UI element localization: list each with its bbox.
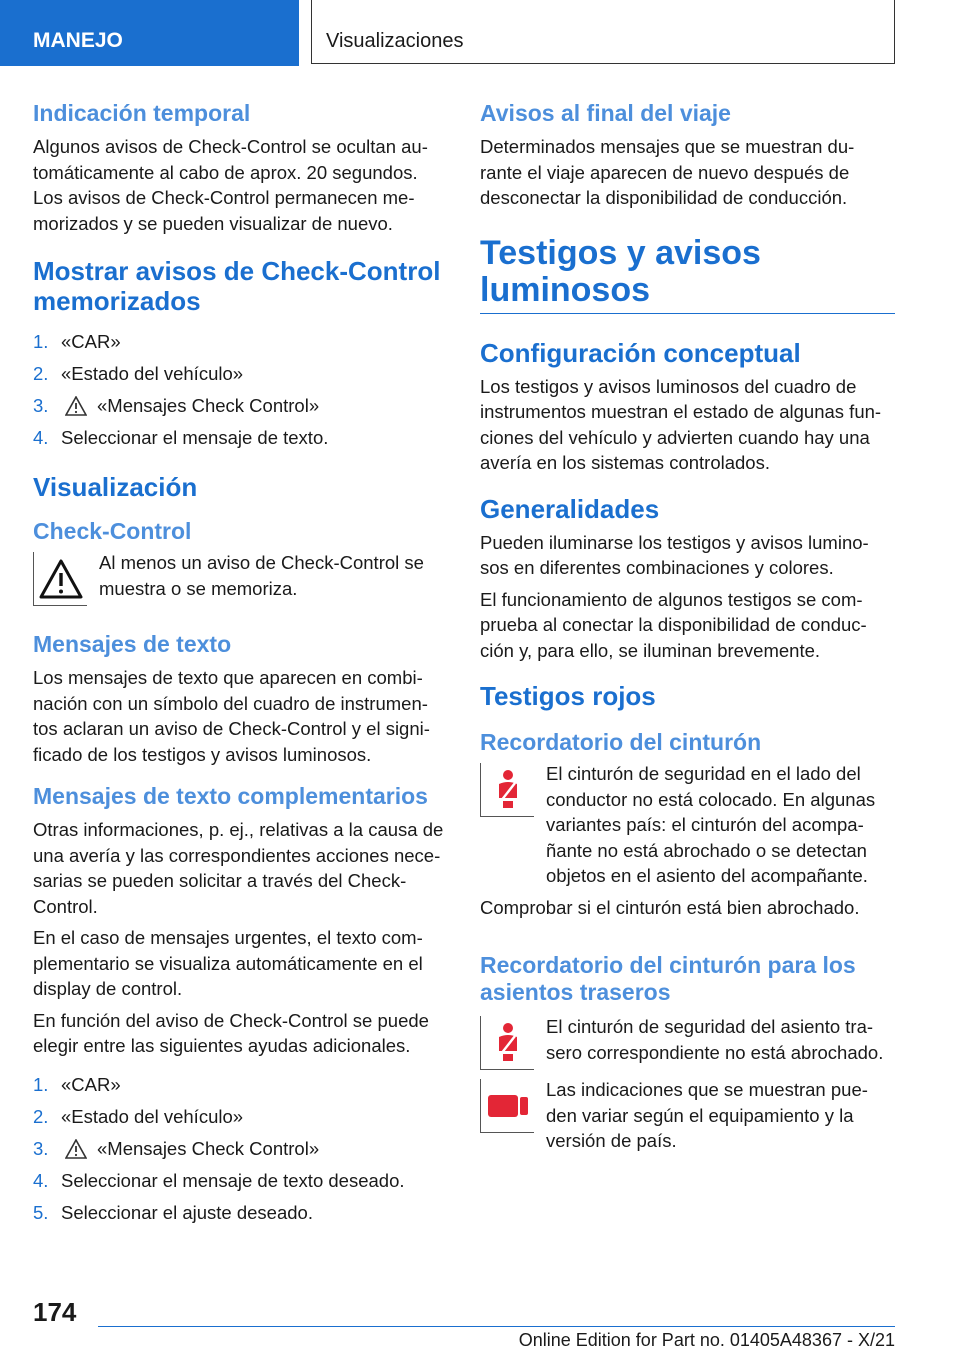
paragraph-traseros: El cinturón de seguridad del asiento tra-sero correspondiente no está abrochado.: [546, 1016, 884, 1063]
paragraph-comp-1: Otras informaciones, p. ej., relativas a la causa de una avería y las correspondientes acciones nece-sarias se pueden solicitar a través del Check-Control.: [33, 819, 444, 917]
paragraph-avisos: Determinados mensajes que se muestran du-rante el viaje aparecen de nuevo después de desconectar la disponibilidad de conducción.: [480, 136, 855, 208]
heading-mensajes-texto: Mensajes de texto: [33, 631, 232, 657]
list-item: 4. Seleccionar el mensaje de texto deseado.: [33, 1169, 405, 1191]
heading-mensajes-complementarios: Mensajes de texto complementarios: [33, 783, 428, 809]
rear-seat-display-icon: [480, 1079, 534, 1133]
paragraph-traseros-2: Las indicaciones que se muestran pue-den variar según el equipamiento y la versión de país.: [546, 1079, 868, 1151]
left-column: [33, 100, 448, 1239]
heading-visualizacion: Visualización: [33, 472, 198, 502]
paragraph-cinturon-check: Comprobar si el cinturón está bien abrochado.: [480, 896, 860, 918]
heading-indicacion-temporal: Indicación temporal: [33, 100, 251, 126]
list-item: 1. «CAR»: [33, 331, 121, 352]
heading-avisos-final-viaje: Avisos al final del viaje: [480, 100, 731, 126]
heading-mostrar-avisos: Mostrar avisos de Check-Control memorizados: [33, 256, 441, 316]
heading-testigos-rojos: Testigos rojos: [480, 681, 656, 711]
paragraph-mensajes: Los mensajes de texto que aparecen en combi-nación con un símbolo del cuadro de instrumen-tos aclaran un aviso de Check-Control y el signi-ficado de los testigos y avisos luminosos.: [33, 667, 430, 765]
traseros-row: [480, 1016, 895, 1071]
section-label: MANEJO: [0, 0, 299, 66]
page-number: 174: [33, 1297, 77, 1327]
heading-recordatorio-cinturon: Recordatorio del cinturón: [480, 729, 762, 755]
warning-triangle-icon: [65, 396, 87, 416]
check-control-row: [33, 552, 448, 607]
check-control-warning-icon: [33, 552, 87, 606]
heading-generalidades: Generalidades: [480, 493, 660, 524]
paragraph-comp-3: En función del aviso de Check-Control se puede elegir entre las siguientes ayudas adicionales.: [33, 1009, 429, 1056]
heading-configuracion: Configuración conceptual: [480, 337, 801, 368]
heading-recordatorio-traseros: Recordatorio del cinturón para los asientos traseros: [480, 952, 856, 1005]
warning-triangle-icon: [65, 1139, 87, 1159]
rear-seatbelt-icon: [480, 1016, 534, 1070]
heading-testigos-avisos: Testigos y avisos luminosos: [480, 235, 895, 314]
list-item: 5. Seleccionar el ajuste deseado.: [33, 1201, 313, 1223]
paragraph-comp-2: En el caso de mensajes urgentes, el texto com-plementario se visualiza automáticamente en el display de control.: [33, 927, 423, 999]
chapter-label: Visualizaciones: [311, 0, 895, 64]
list-item: 1. «CAR»: [33, 1073, 121, 1095]
list-item: 2. «Estado del vehículo»: [33, 1105, 244, 1127]
paragraph-configuracion: Los testigos y avisos luminosos del cuadro de instrumentos muestran el estado de algunas fun-ciones del vehículo y advierten cuando hay una avería en los sistemas controlados.: [480, 375, 882, 473]
heading-check-control: Check-Control: [33, 518, 192, 544]
footer-divider: [98, 1326, 895, 1327]
steps-list-1: [33, 326, 448, 454]
list-item: 3. «Mensajes Check Control»: [33, 395, 320, 416]
traseros-row-2: [480, 1079, 895, 1160]
list-item: 4. Seleccionar el mensaje de texto.: [33, 427, 329, 448]
paragraph-gen-1: Pueden iluminarse los testigos y avisos lumino-sos en diferentes combinaciones y colores.: [480, 531, 869, 578]
paragraph-cinturon: El cinturón de seguridad en el lado del conductor no está colocado. En algunas variantes país: el cinturón del acompa-ñante no está abrochado o se detectan objetos en el asiento del acompañante.: [546, 763, 876, 886]
seatbelt-icon: [480, 763, 534, 817]
cinturon-row: [480, 763, 895, 895]
steps-list-2: [33, 1069, 448, 1229]
list-item: 2. «Estado del vehículo»: [33, 363, 244, 384]
paragraph-check-control: Al menos un aviso de Check-Control se muestra o se memoriza.: [99, 552, 424, 599]
right-column: [480, 100, 895, 1168]
paragraph-indicacion: Algunos avisos de Check-Control se ocultan au-tomáticamente al cabo de aprox. 20 segundos. Los avisos de Check-Control permanecen me-morizados y se pueden visualizar de nuevo.: [33, 136, 428, 234]
list-item: 3. «Mensajes Check Control»: [33, 1137, 320, 1159]
footer-edition: Online Edition for Part no. 01405A48367 - X/21: [518, 1330, 895, 1350]
paragraph-gen-2: El funcionamiento de algunos testigos se com-prueba al conectar la disponibilidad de conduc-ción y, para ello, se iluminan brevemente.: [480, 588, 867, 661]
page-header: [0, 0, 960, 66]
